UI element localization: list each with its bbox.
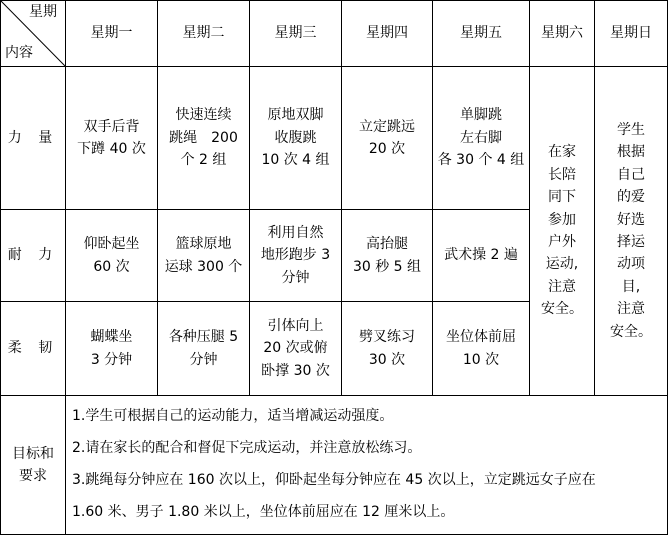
row-label-flexibility: 柔 韧	[1, 302, 66, 396]
day-header-sun: 星期日	[595, 1, 668, 67]
activity-cell: 利用自然 地形跑步 3 分钟	[250, 210, 342, 302]
requirement-line: 1.60 米、男子 1.80 米以上，坐位体前屈应在 12 厘米以上。	[72, 504, 455, 520]
activity-cell: 双手后背 下蹲 40 次	[66, 67, 158, 210]
activity-cell: 高抬腿 30 秒 5 组	[342, 210, 433, 302]
row-requirements	[1, 396, 668, 535]
corner-header-cell	[1, 1, 66, 67]
header-row	[1, 1, 668, 67]
activity-cell: 快速连续 跳绳 200 个 2 组	[158, 67, 250, 210]
sunday-plan-cell: 学生 根据 自己 的爱 好选 择运 动项 目, 注意 安全。	[595, 67, 668, 396]
corner-label-content: 内容	[5, 44, 33, 61]
day-header-sat: 星期六	[530, 1, 595, 67]
requirement-line: 3.跳绳每分钟应在 160 次以上，仰卧起坐每分钟应在 45 次以上，立定跳远女子应在	[72, 472, 596, 488]
activity-cell: 劈叉练习 30 次	[342, 302, 433, 396]
day-header-thu: 星期四	[342, 1, 433, 67]
activity-cell: 单脚跳 左右脚 各 30 个 4 组	[433, 67, 530, 210]
activity-cell: 各种压腿 5 分钟	[158, 302, 250, 396]
activity-cell: 仰卧起坐 60 次	[66, 210, 158, 302]
requirement-line: 2.请在家长的配合和督促下完成运动，并注意放松练习。	[72, 440, 422, 456]
row-label-strength: 力 量	[1, 67, 66, 210]
activity-cell: 原地双脚 收腹跳 10 次 4 组	[250, 67, 342, 210]
row-label-endurance: 耐 力	[1, 210, 66, 302]
requirement-line: 1.学生可根据自己的运动能力，适当增减运动强度。	[72, 408, 394, 424]
day-header-fri: 星期五	[433, 1, 530, 67]
saturday-plan-cell: 在家 长陪 同下 参加 户外 运动, 注意 安全。	[530, 67, 595, 396]
corner-label-weekday: 星期	[29, 4, 57, 20]
row-strength	[1, 67, 668, 210]
activity-cell: 立定跳远 20 次	[342, 67, 433, 210]
activity-cell: 篮球原地 运球 300 个	[158, 210, 250, 302]
day-header-tue: 星期二	[158, 1, 250, 67]
day-header-mon: 星期一	[66, 1, 158, 67]
day-header-wed: 星期三	[250, 1, 342, 67]
requirements-label: 目标和 要求	[1, 396, 66, 535]
activity-cell: 引体向上 20 次或俯 卧撑 30 次	[250, 302, 342, 396]
activity-cell: 蝴蝶坐 3 分钟	[66, 302, 158, 396]
activity-cell: 武术操 2 遍	[433, 210, 530, 302]
requirements-text	[66, 396, 668, 535]
activity-cell: 坐位体前屈 10 次	[433, 302, 530, 396]
